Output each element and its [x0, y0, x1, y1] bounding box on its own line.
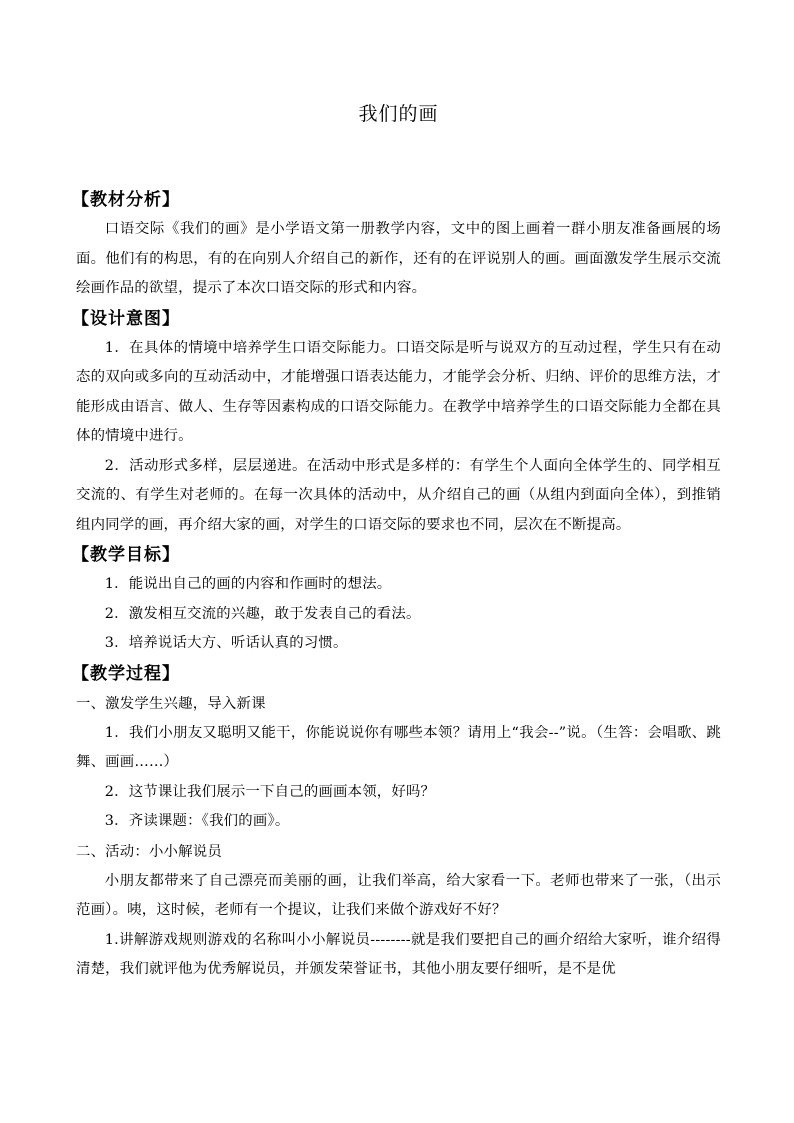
design-paragraph-1: 1．在具体的情境中培养学生口语交际能力。口语交际是听与说双方的互动过程，学生只有在动态的双向或多向的互动活动中，才能增强口语表达能力，才能学会分析、归纳、评价的思维方法，才能形成由语言、做人、生存等因素构成的口语交际能力。在教学中培养学生的口语交际能力全都在具体的情境中进行。	[76, 339, 721, 444]
design-paragraph-2: 2．活动形式多样，层层递进。在活动中形式是多样的：有学生个人面向全体学生的、同学相互交流的、有学生对老师的。在每一次具体的活动中，从介绍自己的画（从组内到面向全体），到推销组内同学的画，再介绍大家的画，对学生的口语交际的要求也不同，层次在不断提高。	[76, 457, 721, 533]
document-body	[72, 185, 721, 985]
page-title: 我们的画	[358, 103, 439, 125]
section-heading-process: 【教学过程】	[72, 663, 180, 684]
process-part-1-item: 1．我们小朋友又聪明又能干，你能说说你有哪些本领？请用上“我会--”说。（生答：会唱歌、跳舞、画画……）	[76, 724, 721, 770]
process-part-1-item: 2．这节课让我们展示一下自己的画画本领，好吗？	[104, 783, 436, 800]
process-part-2-paragraph-2: 1.讲解游戏规则游戏的名称叫小小解说员--------就是我们要把自己的画介绍给大家听，谁介绍得清楚，我们就评他为优秀解说员，并颁发荣誉证书，其他小朋友要仔细听，是不是优	[76, 931, 721, 977]
process-part-2-title: 二、活动：小小解说员	[76, 843, 222, 860]
process-part-1-item: 3．齐读课题：《我们的画》。	[104, 813, 290, 829]
process-part-1-title: 一、激发学生兴趣，导入新课	[76, 695, 266, 712]
process-part-2-paragraph-1: 小朋友都带来了自己漂亮而美丽的画，让我们举高，给大家看一下。老师也带来了一张，（出示范画）。咦，这时候，老师有一个提议，让我们来做个游戏好不好？	[76, 872, 721, 918]
analysis-paragraph: 口语交际《我们的画》是小学语文第一册教学内容，文中的图上画着一群小朋友准备画展的场面。他们有的构思，有的在向别人介绍自己的新作，还有的在评说别人的画。画面激发学生展示交流绘画作品的欲望，提示了本次口语交际的形式和内容。	[76, 221, 721, 296]
section-heading-goals: 【教学目标】	[72, 545, 180, 565]
section-heading-design: 【设计意图】	[72, 308, 180, 329]
goal-item: 1．能说出自己的画的内容和作画时的想法。	[104, 576, 392, 592]
goal-item: 2．激发相互交流的兴趣，敢于发表自己的看法。	[104, 605, 421, 622]
goal-item: 3．培养说话大方、听话认真的习惯。	[104, 635, 348, 651]
section-heading-analysis: 【教材分析】	[72, 190, 180, 210]
document-page	[72, 0, 721, 1123]
